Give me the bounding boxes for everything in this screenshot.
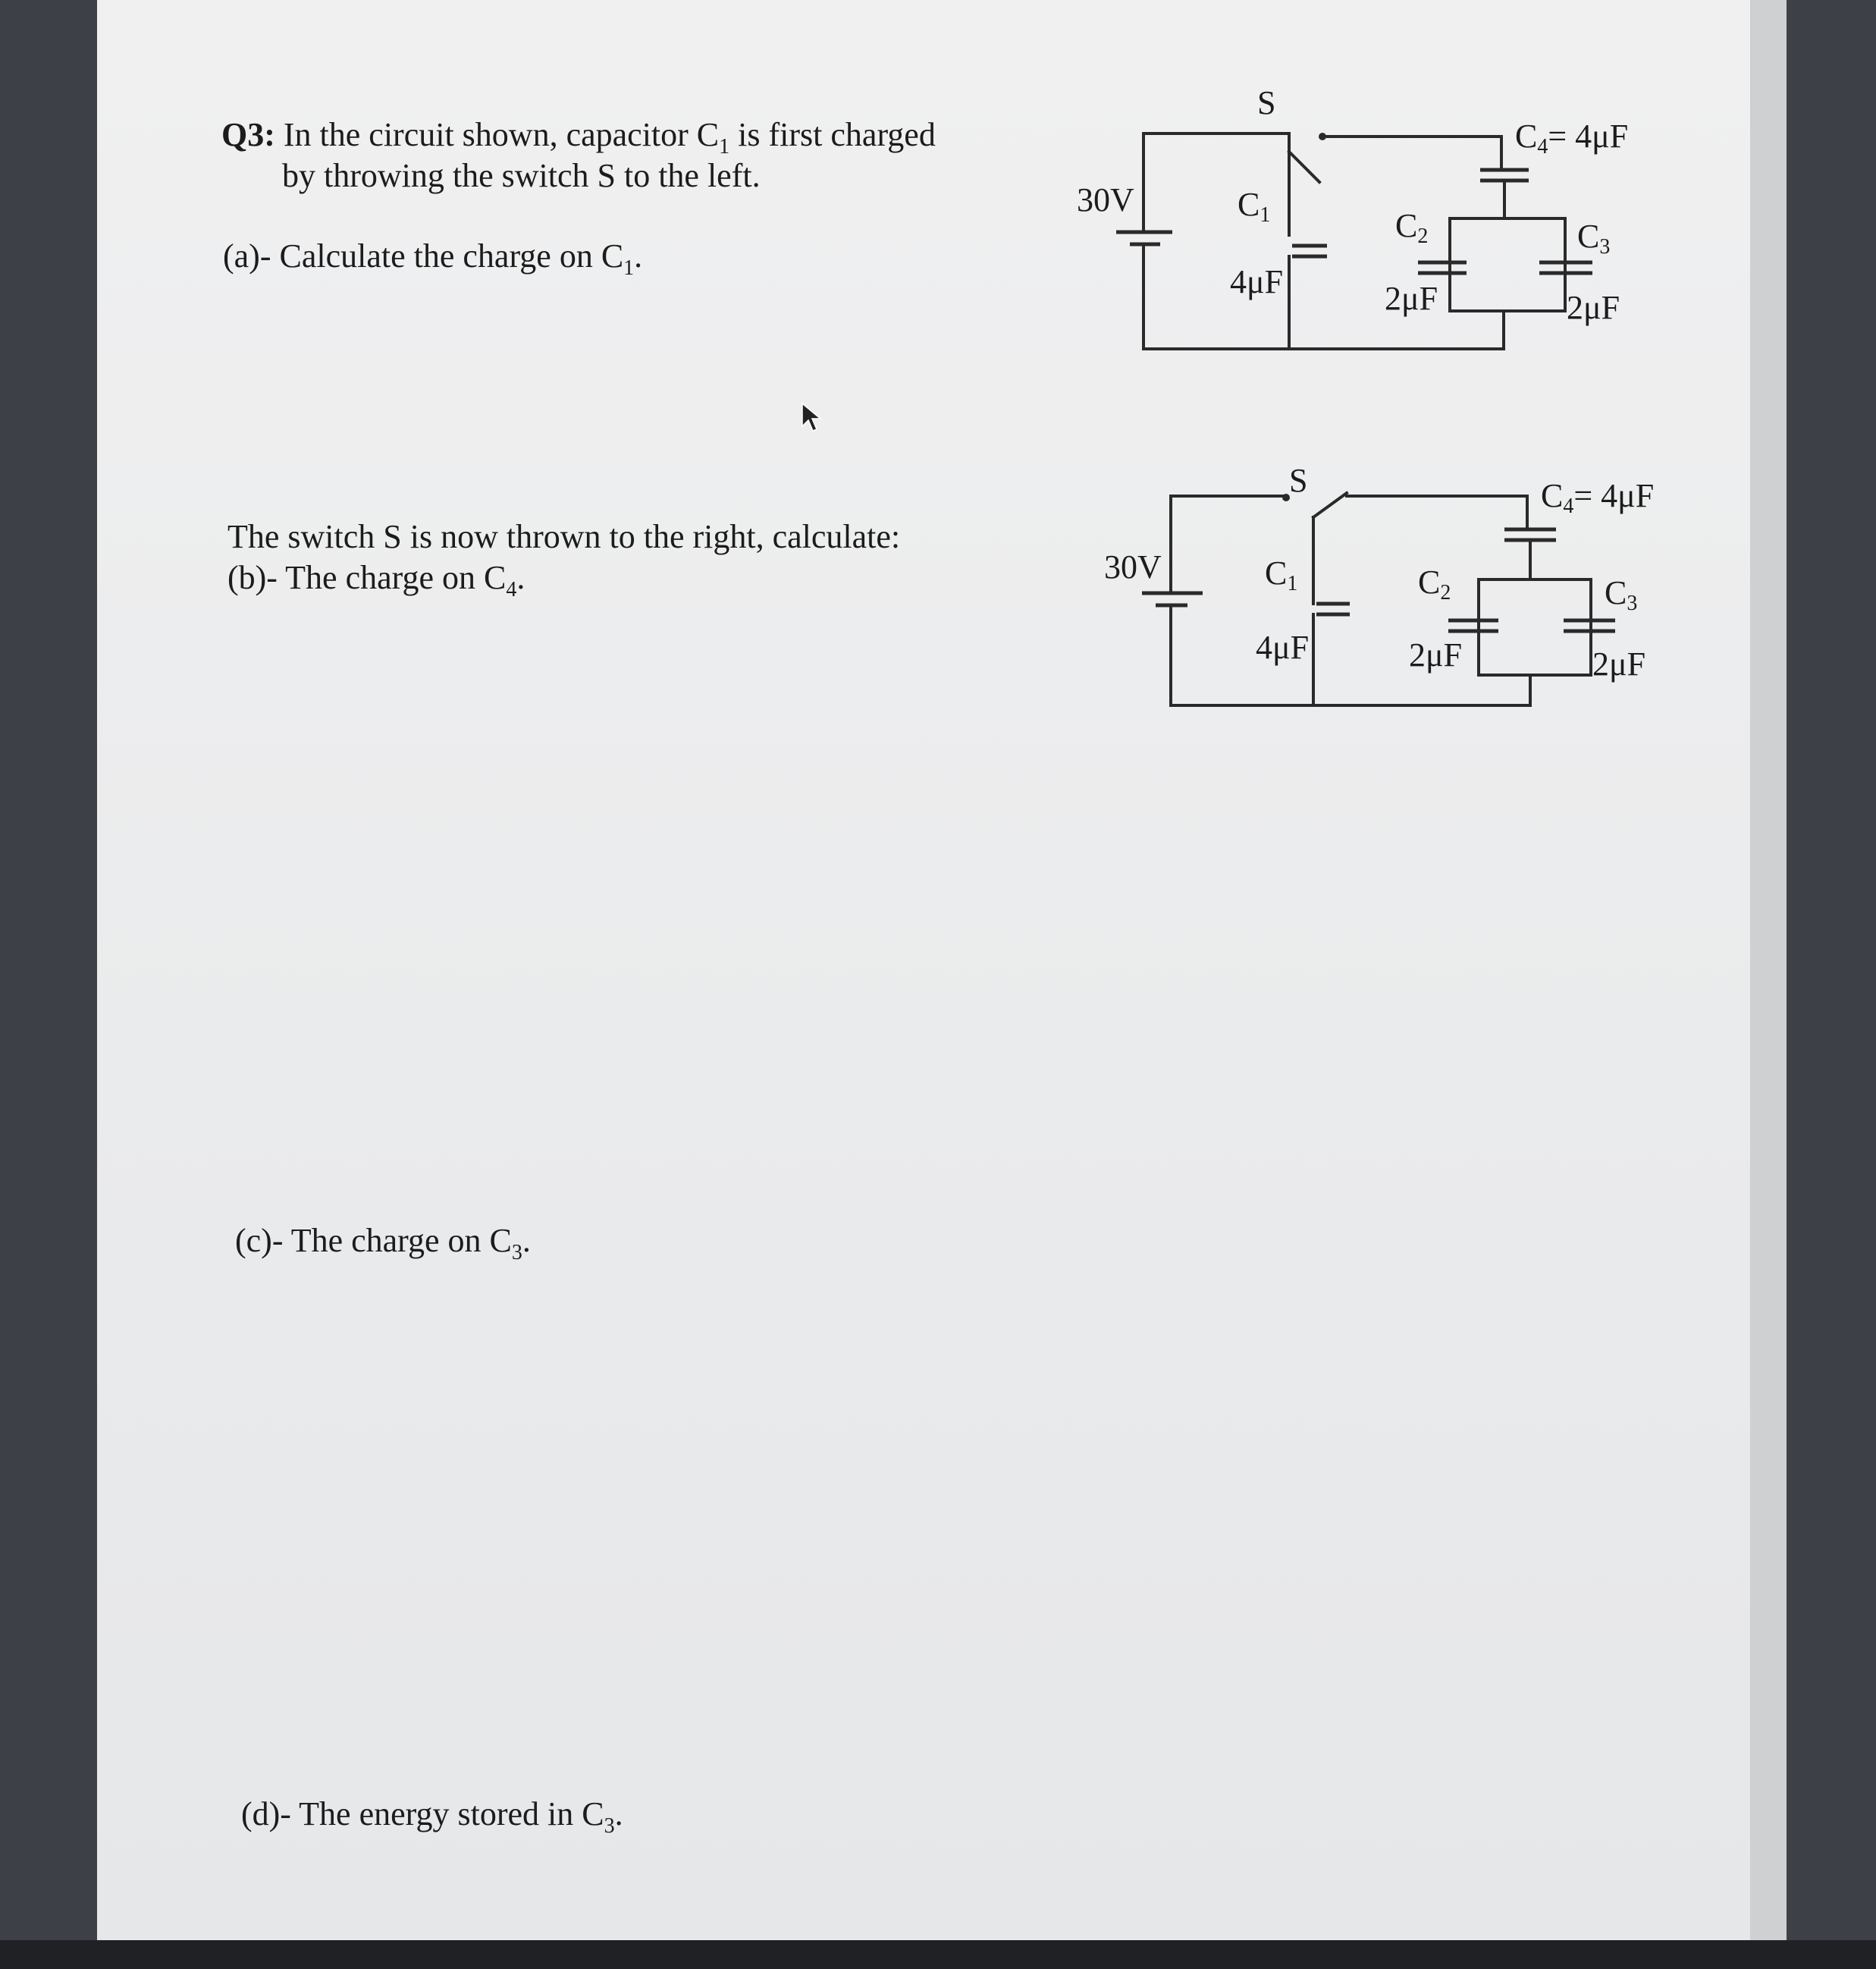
c1-value-2: 4μF bbox=[1256, 629, 1310, 666]
part-c: (c)- The charge on $C_3$. bbox=[235, 1222, 531, 1264]
c4-label-2: C4= 4μF bbox=[1541, 477, 1655, 518]
switch-right-note: The switch S is now thrown to the right, calculate: bbox=[227, 518, 901, 555]
c3-value-2: 2μF bbox=[1592, 645, 1646, 683]
battery-label: 30V bbox=[1077, 181, 1134, 218]
c2-value: 2μF bbox=[1385, 280, 1438, 317]
switch-label-2: S bbox=[1289, 462, 1308, 499]
part-a: (a)- Calculate the charge on $C_1$. bbox=[223, 237, 643, 280]
question-label: Q3: bbox=[221, 116, 275, 153]
c3-value: 2μF bbox=[1567, 289, 1620, 326]
page-edge-shadow bbox=[1750, 0, 1787, 1940]
c1-value: 4μF bbox=[1230, 263, 1284, 300]
mouse-pointer-icon bbox=[801, 402, 823, 432]
c4-label: C4= 4μF bbox=[1515, 118, 1629, 159]
question-intro-line1: Q3: In the circuit shown, capacitor $C_1$ is first charged bbox=[221, 116, 936, 159]
c1-label: C1 bbox=[1238, 186, 1271, 227]
c1-label-2: C1 bbox=[1265, 554, 1298, 595]
part-d: (d)- The energy stored in $C_3$. bbox=[241, 1795, 623, 1838]
switch-label: S bbox=[1257, 84, 1276, 121]
c3-label-2: C3 bbox=[1605, 574, 1638, 615]
screen-bottom-bezel bbox=[0, 1940, 1876, 1969]
question-intro-line2: by throwing the switch S to the left. bbox=[282, 157, 761, 194]
c2-value-2: 2μF bbox=[1409, 636, 1463, 674]
circuit-diagram-right bbox=[1084, 455, 1683, 728]
part-b: (b)- The charge on $C_4$. bbox=[227, 559, 525, 601]
battery-label-2: 30V bbox=[1104, 548, 1162, 586]
c2-label: C2 bbox=[1395, 207, 1429, 248]
c2-label-2: C2 bbox=[1418, 564, 1451, 605]
c3-label: C3 bbox=[1577, 218, 1611, 259]
circuit-diagram-left bbox=[1062, 83, 1661, 372]
